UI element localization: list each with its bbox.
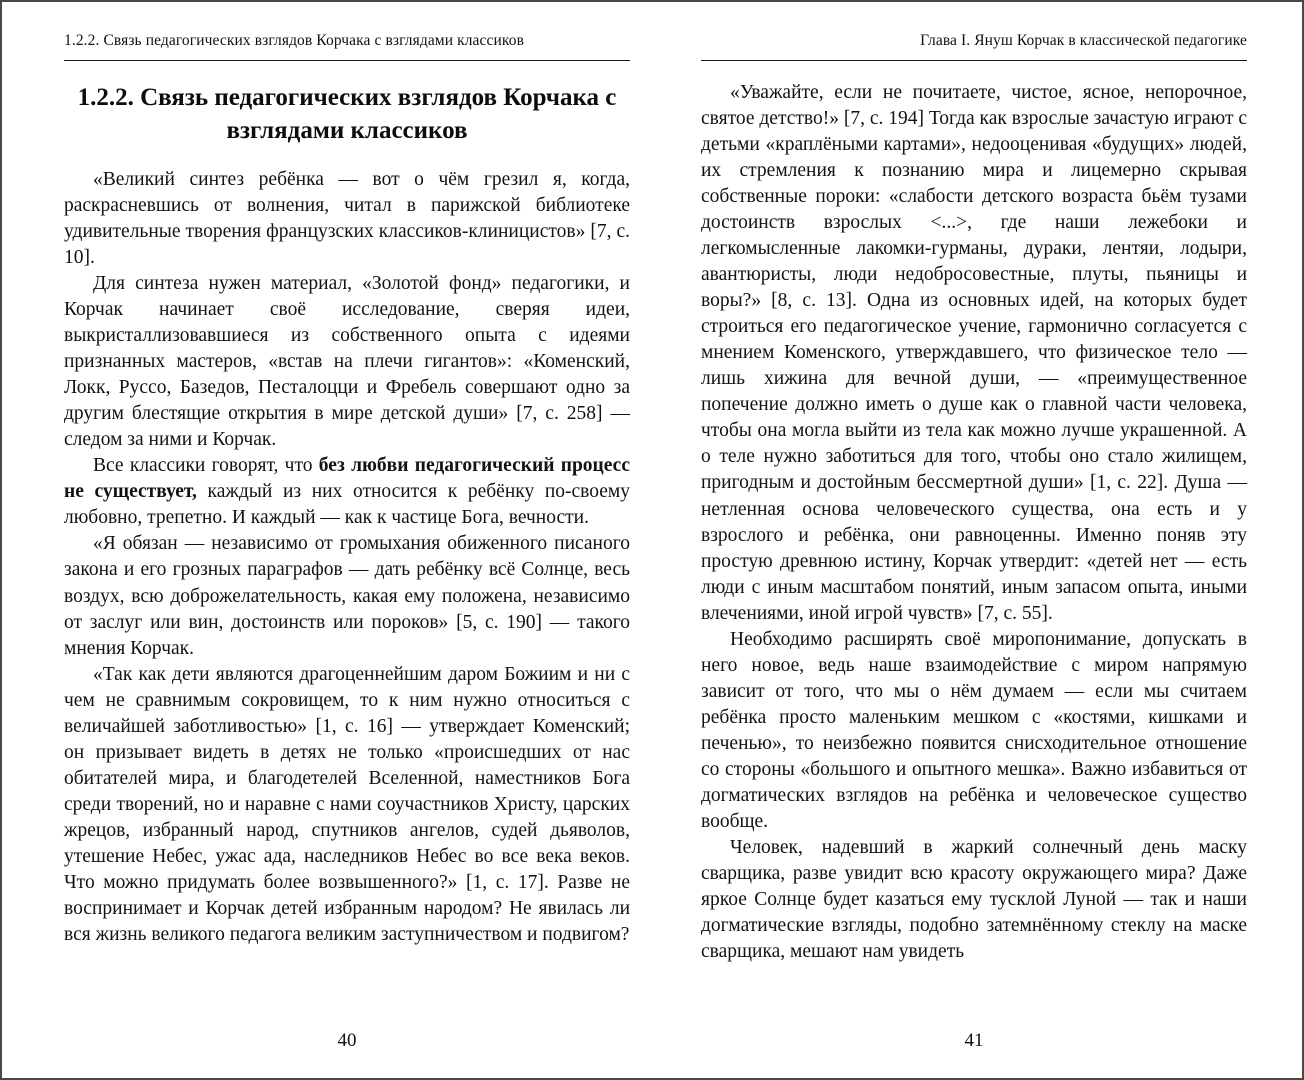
paragraph: «Уважайте, если не почитаете, чистое, ясное, непорочное, святое детство!» [7, с. 194] Тогда как взрослые зачастую играют с детьми «краплёными картами», недооценивая «будущих» людей, их стремления к познанию мира и лицемерно скрывая собственные пороки: «слабости детского возраста бьём тузами достоинств взрослых <...>, где наши лежебоки и легкомысленные лакомки-гурманы, дураки, лентяи, лодыри, авантюристы, люди недобросовестные, плуты, пьяницы и воры?» [8, с. 13]. Одна из основных идей, на которых будет строиться его педагогическое учение, гармонично согласуется с мнением Коменского, утверждавшего, что физическое тело — лишь хижина для вечной души, — «преимущественное попечение должно иметь о душе как о главной части человека, чтобы она могла выйти из тела как можно лучше украшенной. А о теле нужно заботиться для того, чтобы оно стало жилищем, пригодным и достойным бессмертной души» [1, с. 22]. Душа — нетленная основа человеческого существа, она есть и у взрослого и ребёнка, они равноценны. Именно поняв эту простую древнюю истину, Корчак утвердит: «детей нет — есть люди с иным масштабом понятий, иным запасом опыта, иными влечениями, иной игрой чувств» [7, с. 55]. bbox=[701, 82, 1247, 624]
right-running-header: Глава I. Януш Корчак в классической педагогике bbox=[920, 32, 1247, 49]
section-title: 1.2.2. Связь педагогических взглядов Корчака с взглядами классиков bbox=[77, 84, 617, 144]
paragraph: «Так как дети являются драгоценнейшим даром Божиим и ни с чем не сравнимым сокровищем, то к ним нужно относиться с величайшей заботливостью» [1, с. 16] — утверждает Коменский; он призывает видеть в детях не только «происшедших от нас обитателей мира, и благодетелей Вселенной, наместников Бога среди творений, но и наравне с нами соучастников Христу, царских жрецов, избранный народ, спутников ангелов, судей дьяволов, утешение Небес, ужас ада, наследников Небес во все века веков. Что можно придумать более возвышенного?» [1, с. 17]. Разве не воспринимает и Корчак детей избранным народом? Не явилась ли вся жизнь великого педагога великим заступничеством и подвигом? bbox=[64, 663, 630, 945]
left-page bbox=[64, 2, 630, 1078]
left-header-rule bbox=[64, 60, 630, 61]
paragraph: Для синтеза нужен материал, «Золотой фонд» педагогики, и Корчак начинает своё исследование, сверяя идеи, выкристаллизовавшиеся из собственного опыта с идеями признанных мастеров, «встав на плечи гигантов»: «Коменский, Локк, Руссо, Базедов, Песталоцци и Фребель совершают одно за другим блестящие открытия в мире детской души» [7, с. 258] — следом за ними и Корчак. bbox=[64, 273, 630, 451]
right-page-paragraphs bbox=[701, 80, 1247, 965]
paragraph: Все классики говорят, что без любви педагогический процесс не существует, каждый из них относится к ребёнку по-своему любовно, трепетно. И каждый — как к частице Бога, вечности. bbox=[64, 455, 630, 529]
left-page-content bbox=[64, 76, 630, 948]
right-page bbox=[701, 2, 1247, 1078]
left-running-header: 1.2.2. Связь педагогических взглядов Корчака с взглядами классиков bbox=[64, 32, 524, 49]
paragraph: Человек, надевший в жаркий солнечный день маску сварщика, разве увидит всю красоту окружающего мира? Даже яркое Солнце будет казаться ему тусклой Луной — так и наши догматические взгляды, подобно затемнённому стеклу на маске сварщика, мешают нам увидеть bbox=[701, 836, 1247, 963]
left-page-paragraphs bbox=[64, 167, 630, 948]
right-page-content bbox=[701, 80, 1247, 965]
left-page-number: 40 bbox=[337, 1030, 357, 1051]
right-page-number: 41 bbox=[964, 1030, 984, 1051]
right-header-rule bbox=[701, 60, 1247, 61]
paragraph: «Великий синтез ребёнка — вот о чём грезил я, когда, раскрасневшись от волнения, читал в парижской библиотеке удивительные творения французских классиков-клиницистов» [7, с. 10]. bbox=[64, 169, 630, 269]
paragraph: Необходимо расширять своё миропонимание, допускать в него новое, ведь наше взаимодействие с миром напрямую зависит от того, что мы о нём думаем — если мы считаем ребёнка просто маленьким мешком с «костями, кишками и печенью», то неизбежно появится снисходительное отношение со стороны «большого и опытного мешка». Важно избавиться от догматических взглядов на ребёнка и человеческое существо вообще. bbox=[701, 628, 1247, 832]
paragraph: «Я обязан — независимо от громыхания обиженного писаного закона и его грозных параграфов — дать ребёнку всё Солнце, весь воздух, всю доброжелательность, какая ему положена, независимо от заслуг или вин, достоинств или пороков» [5, с. 190] — такого мнения Корчак. bbox=[64, 533, 630, 659]
